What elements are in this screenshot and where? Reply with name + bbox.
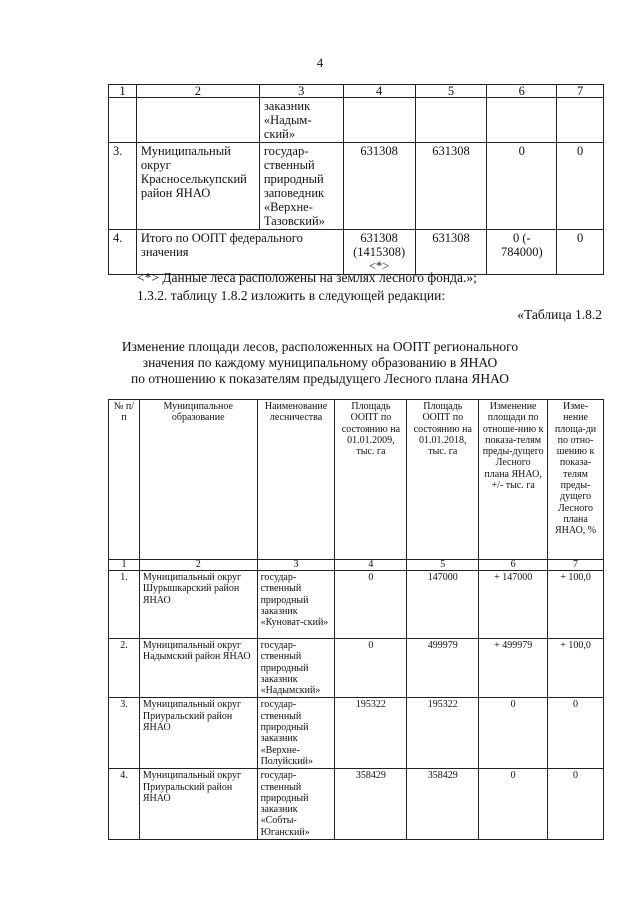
table-header-row [109, 85, 604, 98]
table-cell: 195322 [407, 698, 479, 769]
table-cell [557, 98, 604, 143]
table-header-cell: Изменение площади по отноше-нию к показа-телям преды-дущего Лесного плана ЯНАО, +/- тыс. га [479, 400, 548, 560]
table-cell: Муниципальный округ Надымский район ЯНАО [139, 639, 257, 698]
table-label: «Таблица 1.8.2 [517, 307, 602, 322]
table-cell: + 100,0 [548, 639, 604, 698]
column-number-row [109, 560, 604, 571]
table-cell [109, 98, 137, 143]
heading-line: Изменение площади лесов, расположенных на ООПТ регионального [121, 339, 519, 354]
table-cell: + 499979 [479, 639, 548, 698]
table-cell: Муниципальный округ Приуральский район ЯНАО [139, 769, 257, 840]
table-header-cell: Площадь ООПТ по состоянию на 01.01.2018, тыс. га [407, 400, 479, 560]
table-cell [343, 98, 415, 143]
table-cell: 4 [335, 560, 407, 571]
footnote: <*> Данные леса расположены на землях лесного фонда.»; [137, 270, 477, 285]
table-cell: государ-ственный природный заказник «Верхне-Полуйский» [257, 698, 335, 769]
table-cell: государ-ственный природный заповедник «Верхне-Тазовский» [259, 143, 343, 230]
table-cell: 631308 (1415308) <*> [343, 230, 415, 275]
table-cell [487, 98, 557, 143]
table-cell: 0 [479, 698, 548, 769]
table-cell: 2. [109, 639, 140, 698]
table-cell: Муниципальный округ Шурышкарский район ЯНАО [139, 571, 257, 639]
table-row [109, 698, 604, 769]
table-row [109, 230, 604, 275]
table-cell: 0 [335, 571, 407, 639]
table-row [109, 769, 604, 840]
table-cell: Итого по ООПТ федерального значения [136, 230, 343, 275]
table-header-cell: Наименование лесничества [257, 400, 335, 560]
table-cell: 631308 [415, 143, 487, 230]
table-cell: государ-ственный природный заказник «Надымский» [257, 639, 335, 698]
table-cell: 6 [487, 85, 557, 98]
table-cell: 1 [109, 85, 137, 98]
table-header-cell: Муниципальное образование [139, 400, 257, 560]
table-cell: 0 [548, 769, 604, 840]
table-cell: государ-ственный природный заказник «Собты-Юганский» [257, 769, 335, 840]
table-cell: 0 [548, 698, 604, 769]
table-cell: 195322 [335, 698, 407, 769]
table-cell: 631308 [415, 230, 487, 275]
table-cell: заказник «Надым-ский» [259, 98, 343, 143]
instruction-text: 1.3.2. таблицу 1.8.2 изложить в следующей редакции: [137, 288, 446, 303]
table-cell: 147000 [407, 571, 479, 639]
table-cell: 2 [136, 85, 259, 98]
table-cell: + 147000 [479, 571, 548, 639]
table-cell: государ-ственный природный заказник «Куноват-ский» [257, 571, 335, 639]
table-cell: 4. [109, 230, 137, 275]
table-cell: Муниципальный округ Приуральский район ЯНАО [139, 698, 257, 769]
table-cell: 358429 [335, 769, 407, 840]
table-cell: + 100,0 [548, 571, 604, 639]
table-row [109, 98, 604, 143]
table-cell: 7 [557, 85, 604, 98]
table-cell: 5 [407, 560, 479, 571]
table-cell: 358429 [407, 769, 479, 840]
regional-oopt-table [108, 399, 604, 840]
table-header-row [109, 400, 604, 560]
table-cell: 0 [487, 143, 557, 230]
federal-oopt-table [108, 84, 604, 275]
table-cell: 1. [109, 571, 140, 639]
table-cell: 3 [259, 85, 343, 98]
table-header-cell: № п/п [109, 400, 140, 560]
table-cell: 0 [335, 639, 407, 698]
table-cell: 1 [109, 560, 140, 571]
table-header-cell: Площадь ООПТ по состоянию на 01.01.2009, тыс. га [335, 400, 407, 560]
table-header-cell: Изме-нение площа-ди по отно-шению к показа-телям преды-дущего Лесного плана ЯНАО, % [548, 400, 604, 560]
table-cell [136, 98, 259, 143]
table-row [109, 639, 604, 698]
page-number: 4 [316, 55, 324, 70]
table-cell: 7 [548, 560, 604, 571]
table-row [109, 143, 604, 230]
table-cell: 4 [343, 85, 415, 98]
table-cell [415, 98, 487, 143]
table-cell: 2 [139, 560, 257, 571]
table-cell: 3 [257, 560, 335, 571]
table-cell: 5 [415, 85, 487, 98]
table-cell: 4. [109, 769, 140, 840]
table-cell: 0 [557, 143, 604, 230]
table-cell: 0 [557, 230, 604, 275]
table-cell: 6 [479, 560, 548, 571]
table-cell: 3. [109, 698, 140, 769]
heading-line: по отношению к показателям предыдущего Лесного плана ЯНАО [131, 371, 509, 386]
table-cell: 631308 [343, 143, 415, 230]
table-heading [0, 339, 640, 387]
table-cell: Муниципальный округ Красноселькупский район ЯНАО [136, 143, 259, 230]
table-cell: 0 (- 784000) [487, 230, 557, 275]
table-cell: 499979 [407, 639, 479, 698]
table-cell: 0 [479, 769, 548, 840]
table-cell: 3. [109, 143, 137, 230]
table-row [109, 571, 604, 639]
heading-line: значения по каждому муниципальному образованию в ЯНАО [142, 355, 498, 370]
